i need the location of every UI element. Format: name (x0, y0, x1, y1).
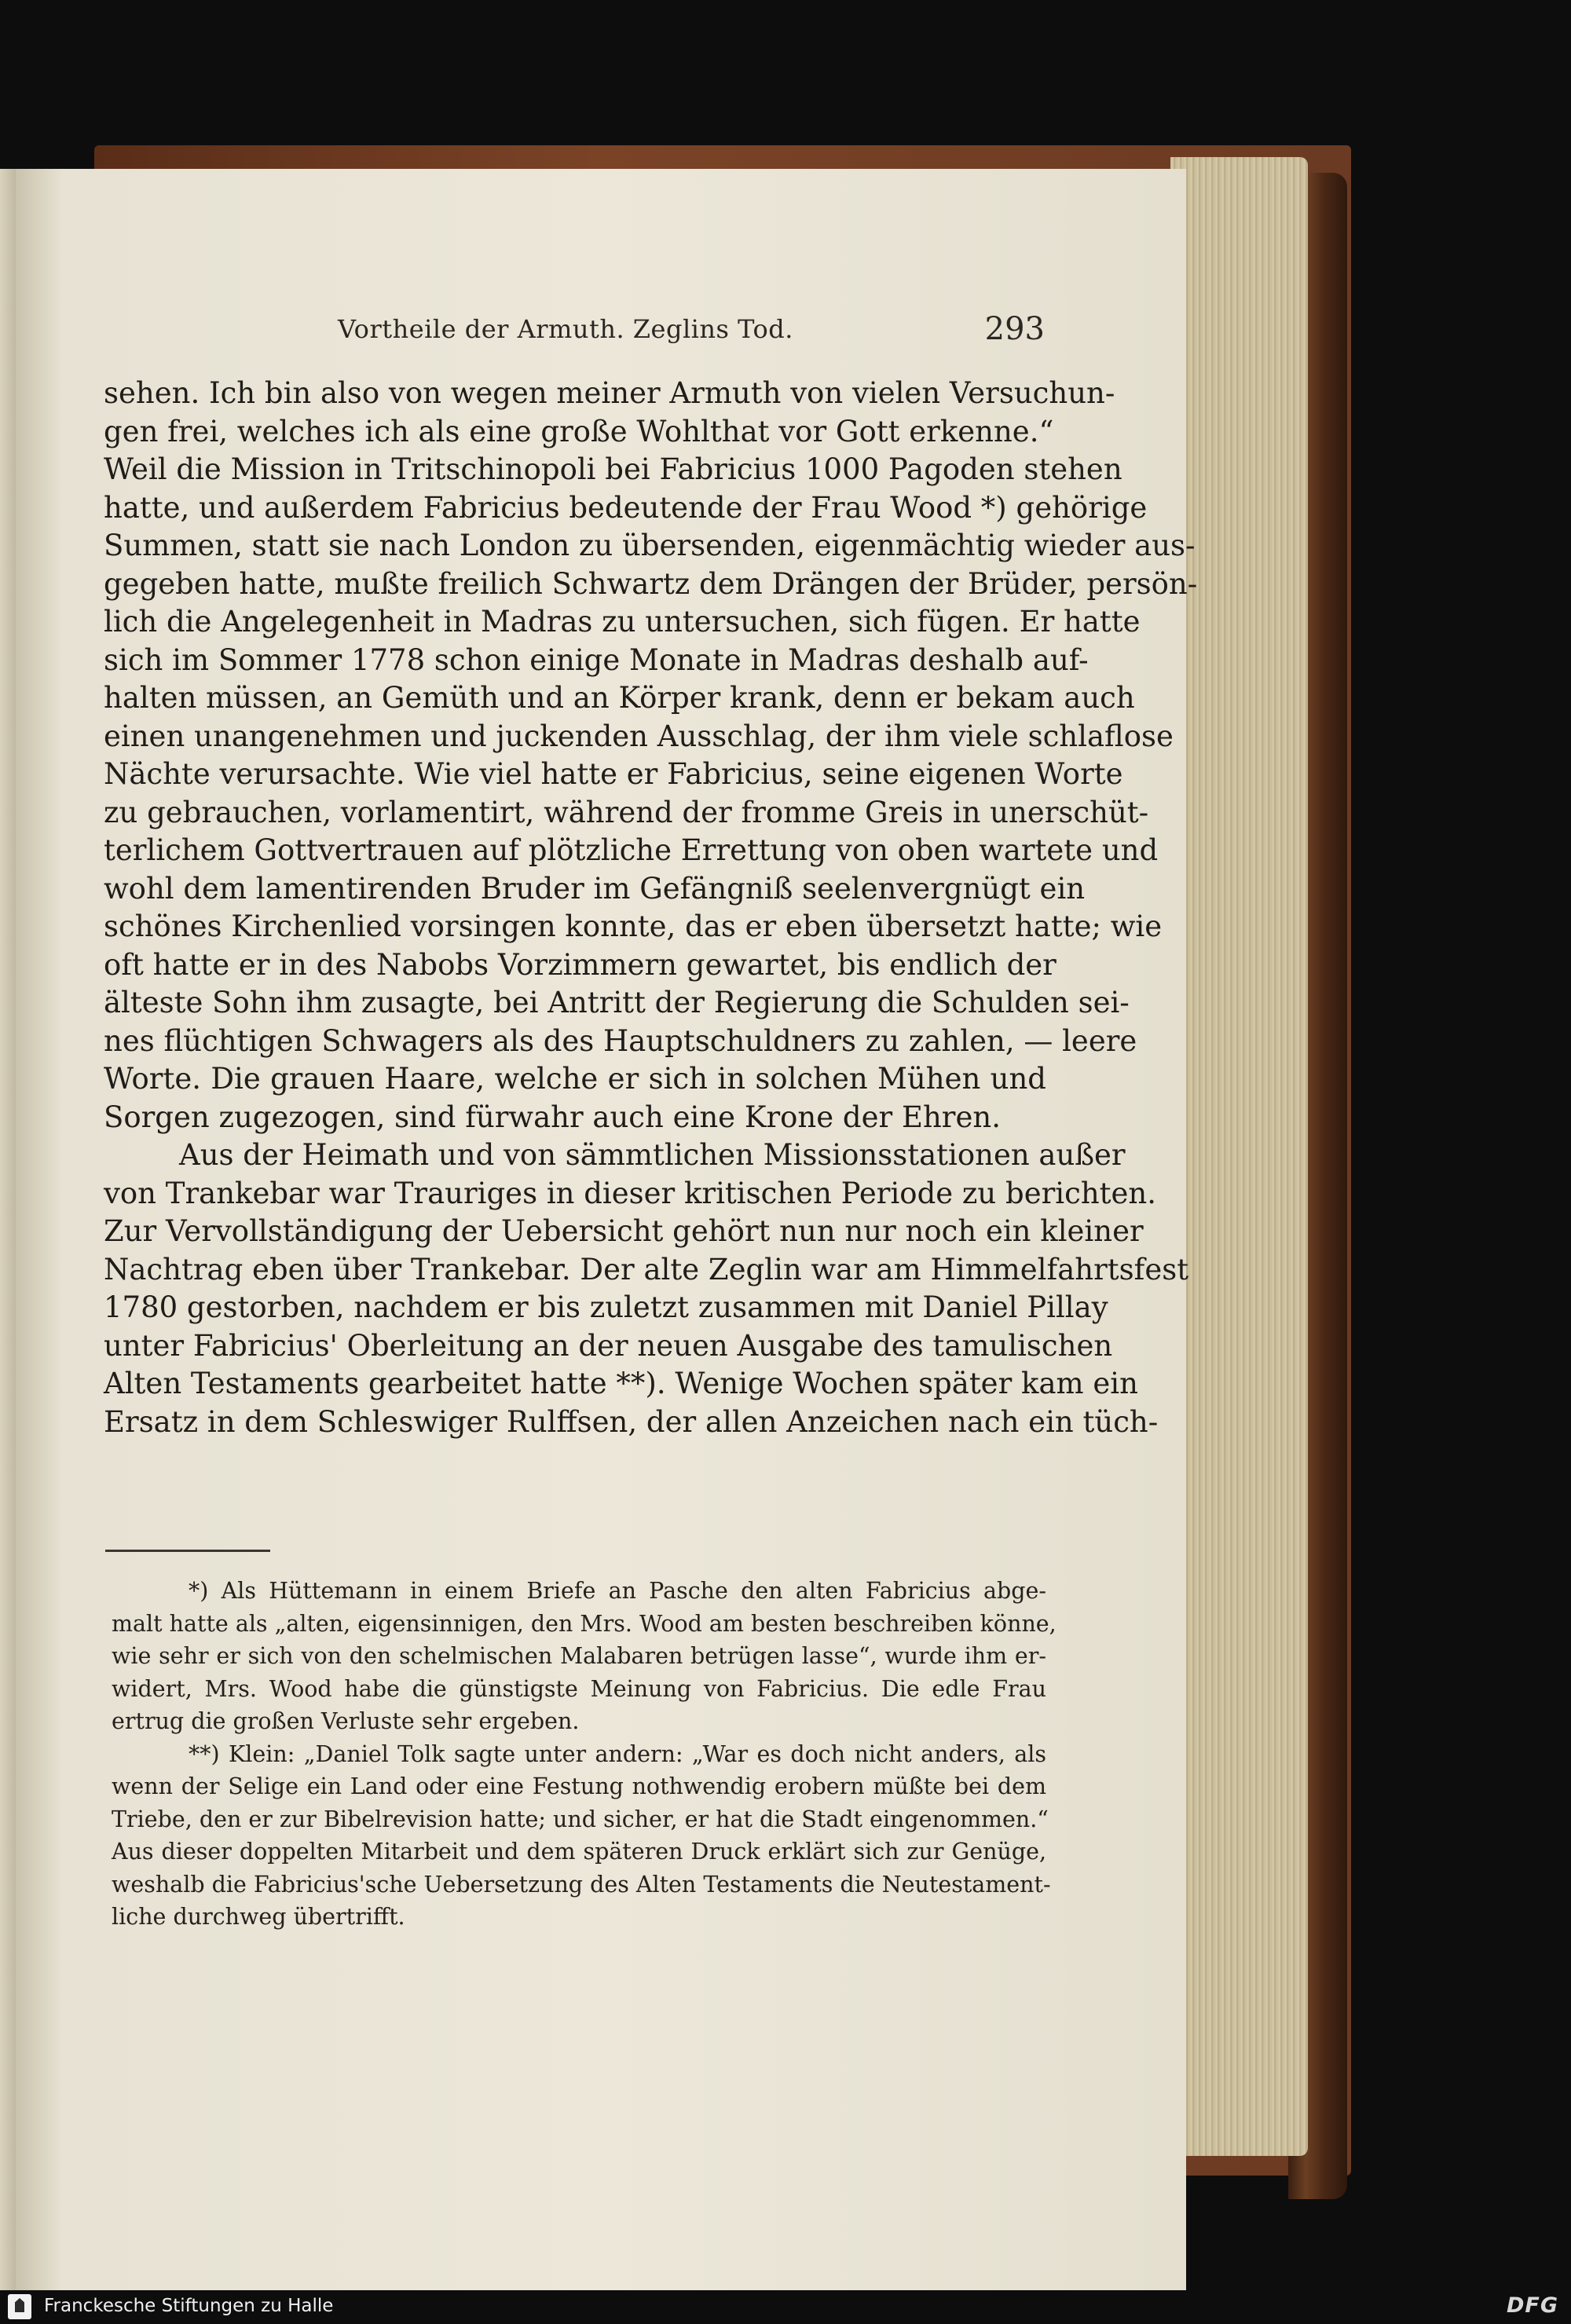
institution-name: Franckesche Stiftungen zu Halle (44, 2296, 334, 2316)
footnote-line: wie sehr er sich von den schelmischen Malabaren betrügen lasse“, wurde ihm er- (112, 1643, 1046, 1669)
body-line: gegeben hatte, mußte freilich Schwartz dem Drängen der Brüder, persön- (104, 566, 1198, 601)
footnote-line: wenn der Selige ein Land oder eine Festung nothwendig erobern müßte bei dem (112, 1773, 1046, 1799)
body-line: 1780 gestorben, nachdem er bis zuletzt zusammen mit Daniel Pillay (104, 1290, 1108, 1324)
credit-bar (0, 2290, 1571, 2324)
page-edges (1170, 157, 1308, 2156)
body-line: schönes Kirchenlied vorsingen konnte, das er eben übersetzt hatte; wie (104, 909, 1163, 943)
page-header (338, 311, 1045, 361)
body-line: Nächte verursachte. Wie viel hatte er Fabricius, seine eigenen Worte (104, 757, 1123, 791)
footnote-line: weshalb die Fabricius'sche Uebersetzung des Alten Testaments die Neutestament- (112, 1871, 1051, 1898)
footnote-line: **) Klein: „Daniel Tolk sagte unter andern: „War es doch nicht anders, als (189, 1740, 1046, 1767)
body-line: terlichem Gottvertrauen auf plötzliche Errettung von oben wartete und (104, 833, 1159, 867)
body-line: Summen, statt sie nach London zu übersenden, eigenmächtig wieder aus- (104, 529, 1196, 562)
body-line: unter Fabricius' Oberleitung an der neuen Ausgabe des tamulischen (104, 1328, 1113, 1363)
body-text (104, 375, 1198, 1441)
footnotes (112, 1575, 1056, 1934)
footnote-line: widert, Mrs. Wood habe die günstigste Meinung von Fabricius. Die edle Frau (112, 1675, 1046, 1702)
footnote-rule (105, 1550, 270, 1552)
footnote-line: malt hatte als „alten, eigensinnigen, den Mrs. Wood am besten beschreiben könne, (112, 1610, 1056, 1637)
body-line: Worte. Die grauen Haare, welche er sich in solchen Mühen und (104, 1062, 1046, 1096)
body-line: oft hatte er in des Nabobs Vorzimmern gewartet, bis endlich der (104, 947, 1056, 982)
body-line: Ersatz in dem Schleswiger Rulffsen, der allen Anzeichen nach ein tüch- (104, 1404, 1159, 1439)
body-line: nes flüchtigen Schwagers als des Hauptschuldners zu zahlen, — leere (104, 1023, 1137, 1058)
body-line: hatte, und außerdem Fabricius bedeutende der Frau Wood *) gehörige (104, 490, 1148, 525)
body-line: Zur Vervollständigung der Uebersicht gehört nun nur noch ein kleiner (104, 1214, 1144, 1248)
body-line: Weil die Mission in Tritschinopoli bei Fabricius 1000 Pagoden stehen (104, 452, 1122, 486)
body-line: von Trankebar war Trauriges in dieser kritischen Periode zu berichten. (104, 1176, 1157, 1210)
institution-logo-icon (8, 2294, 31, 2319)
body-line: Nachtrag eben über Trankebar. Der alte Zeglin war am Himmelfahrtsfest (104, 1252, 1189, 1286)
body-line: halten müssen, an Gemüth und an Körper krank, denn er bekam auch (104, 681, 1135, 715)
body-line: Aus der Heimath und von sämmtlichen Missionsstationen außer (179, 1138, 1126, 1172)
body-line: sehen. Ich bin also von wegen meiner Armuth von vielen Versuchun- (104, 376, 1115, 410)
dfg-logo: DFG (1506, 2293, 1558, 2318)
body-line: lich die Angelegenheit in Madras zu untersuchen, sich fügen. Er hatte (104, 605, 1141, 639)
book-page (16, 169, 1198, 2301)
body-line: einen unangenehmen und juckenden Ausschlag, der ihm viele schlaflose (104, 719, 1174, 753)
running-title: Vortheile der Armuth. Zeglins Tod. (338, 314, 793, 344)
page-number: 293 (984, 311, 1045, 347)
body-line: zu gebrauchen, vorlamentirt, während der fromme Greis in unerschüt- (104, 795, 1149, 829)
footnote-line: ertrug die großen Verluste sehr ergeben. (112, 1708, 580, 1734)
body-line: älteste Sohn ihm zusagte, bei Antritt der Regierung die Schulden sei- (104, 986, 1130, 1019)
footnote-line: Aus dieser doppelten Mitarbeit und dem späteren Druck erklärt sich zur Genüge, (112, 1839, 1046, 1865)
body-line: Alten Testaments gearbeitet hatte **). Wenige Wochen später kam ein (104, 1367, 1138, 1400)
body-line: Sorgen zugezogen, sind fürwahr auch eine Krone der Ehren. (104, 1100, 1001, 1134)
footnote-line: *) Als Hüttemann in einem Briefe an Pasche den alten Fabricius abge- (189, 1578, 1046, 1604)
body-line: gen frei, welches ich als eine große Wohlthat vor Gott erkenne.“ (104, 414, 1054, 448)
footnote-line: Triebe, den er zur Bibelrevision hatte; und sicher, er hat die Stadt eingenommen.“ (112, 1806, 1049, 1832)
footnote-line: liche durchweg übertrifft. (112, 1904, 405, 1930)
body-line: sich im Sommer 1778 schon einige Monate in Madras deshalb auf- (104, 642, 1089, 677)
body-line: wohl dem lamentirenden Bruder im Gefängniß seelenvergnügt ein (104, 871, 1086, 906)
